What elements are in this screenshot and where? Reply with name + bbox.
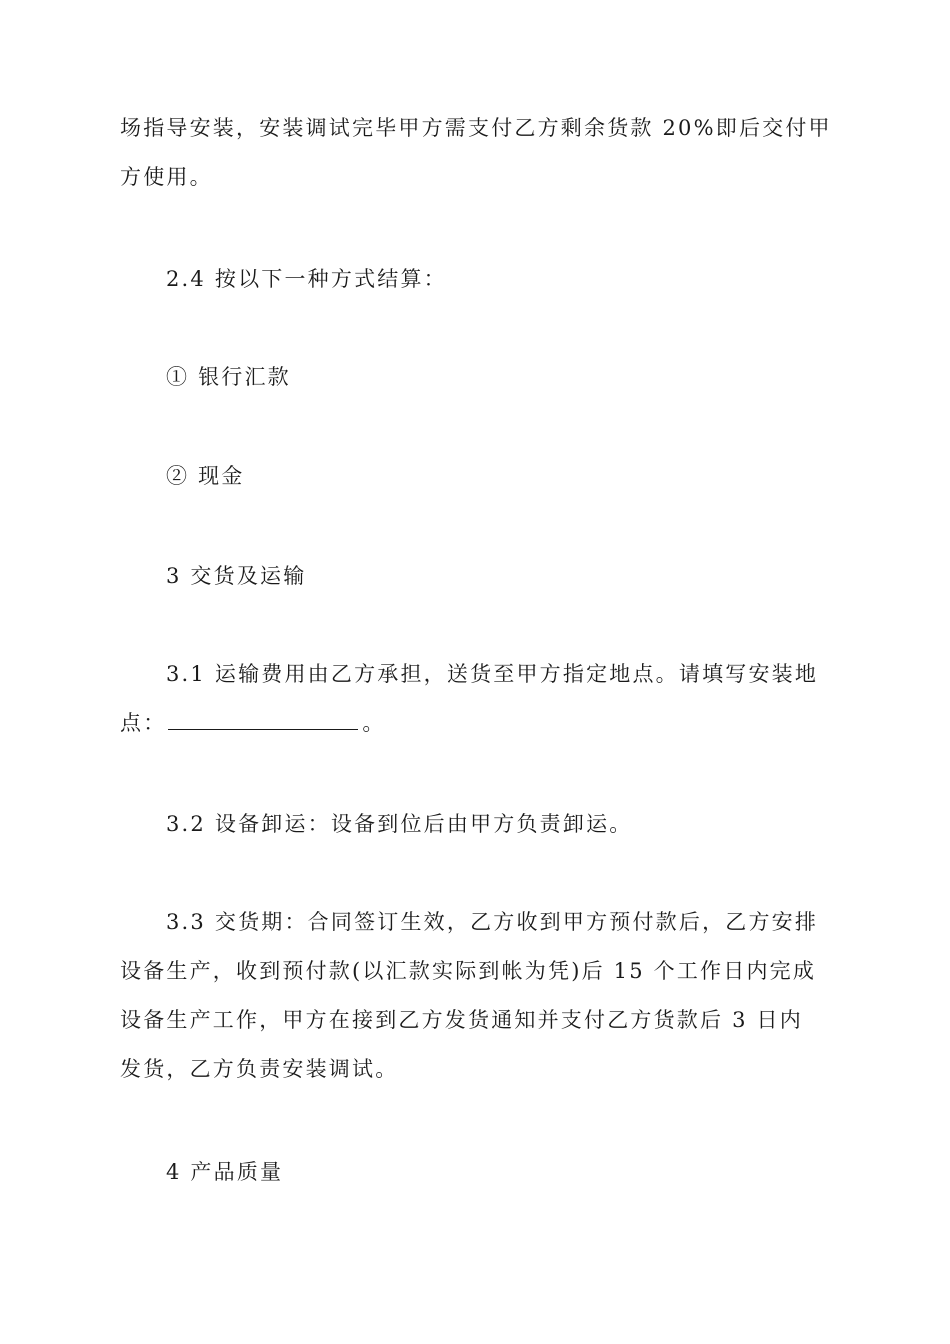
section-4-heading: 4 产品质量 xyxy=(166,1160,284,1184)
text-line xyxy=(120,699,832,748)
fill-in-blank[interactable] xyxy=(168,713,358,730)
text-line: 3.1 运输费用由乙方承担，送货至甲方指定地点。请填写安装地 xyxy=(166,662,819,686)
text-line: 设备生产，收到预付款(以汇款实际到帐为凭)后 15 个工作日内完成 xyxy=(120,959,817,983)
text-line: 场指导安装，安装调试完毕甲方需支付乙方剩余货款 20%即后交付甲 xyxy=(120,116,832,140)
text-fragment: 。 xyxy=(362,711,386,735)
clause-3-2-unloading: 3.2 设备卸运：设备到位后由甲方负责卸运。 xyxy=(166,812,633,836)
option-bank-transfer: ① 银行汇款 xyxy=(166,365,291,389)
section-3-heading: 3 交货及运输 xyxy=(166,564,307,588)
clause-3-3-delivery-period xyxy=(120,898,832,1094)
paragraph-installation-payment xyxy=(120,104,832,202)
text-line: 方使用。 xyxy=(120,165,213,189)
clause-2-4-settlement: 2.4 按以下一种方式结算： xyxy=(166,267,447,291)
text-line: 3.3 交货期：合同签订生效，乙方收到甲方预付款后，乙方安排 xyxy=(166,910,819,934)
text-fragment: 点： xyxy=(120,711,167,735)
text-line: 发货，乙方负责安装调试。 xyxy=(120,1057,399,1081)
option-cash: ② 现金 xyxy=(166,464,245,488)
clause-3-1-transport xyxy=(120,650,832,748)
text-line: 设备生产工作，甲方在接到乙方发货通知并支付乙方货款后 3 日内 xyxy=(120,1008,803,1032)
